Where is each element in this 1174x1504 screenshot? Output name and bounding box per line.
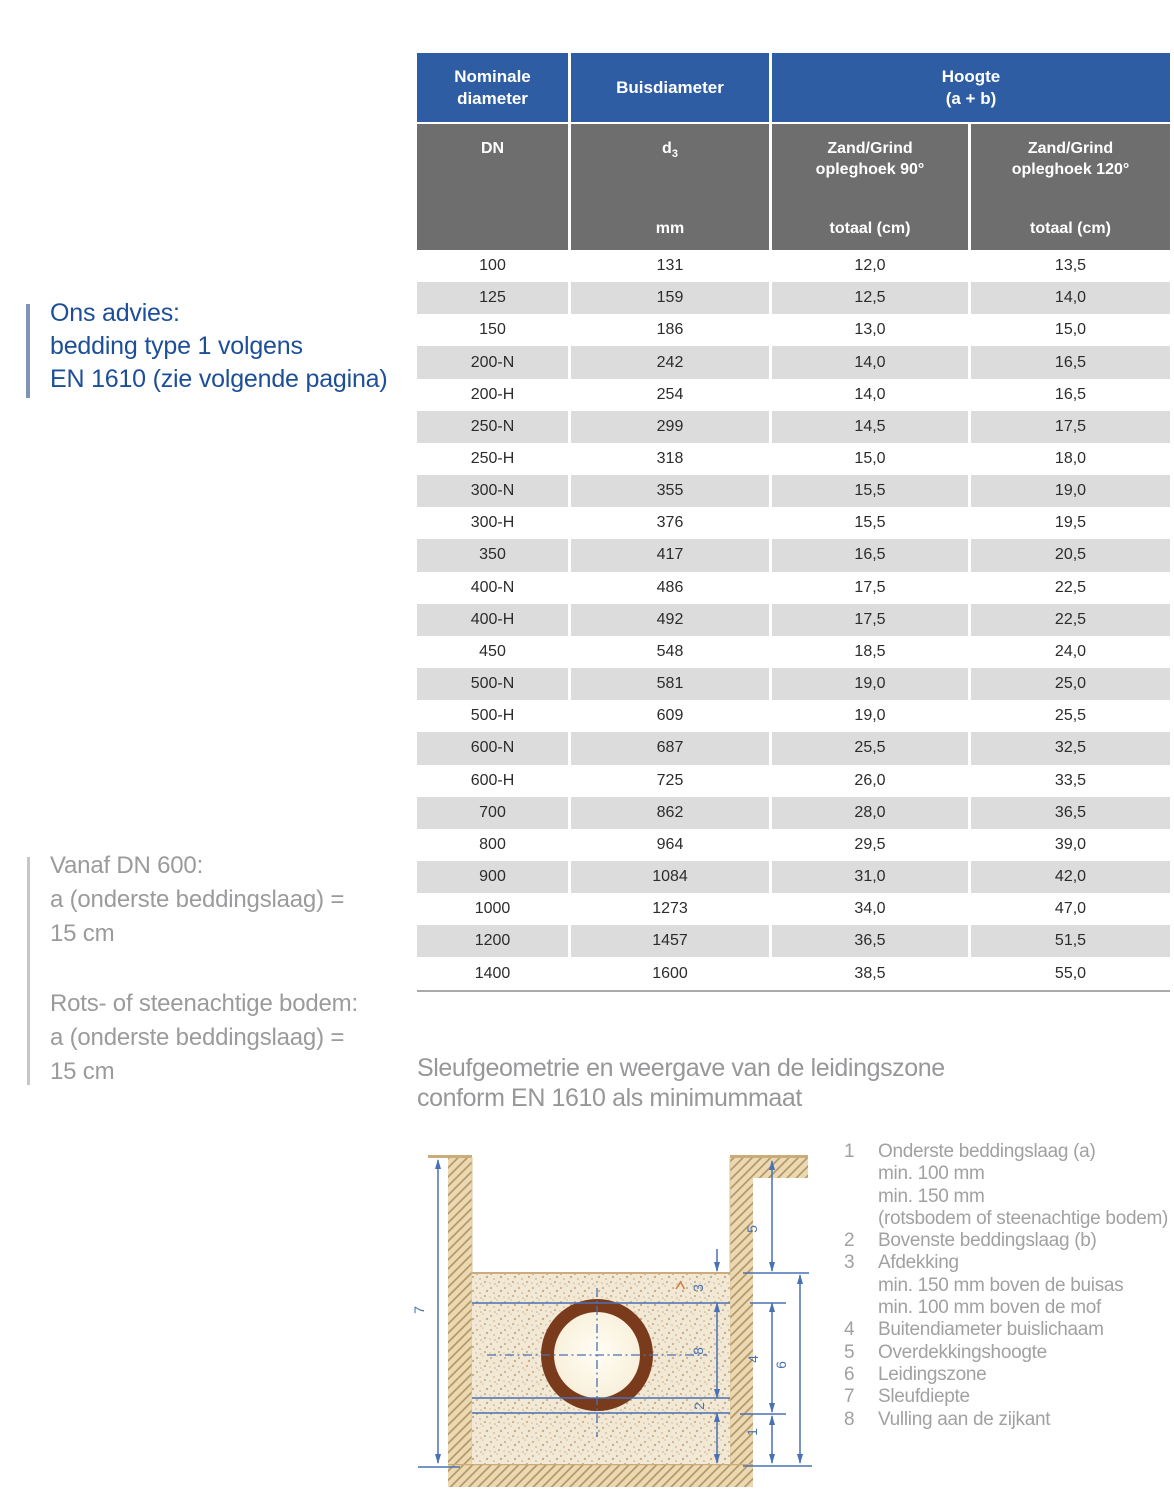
table-subheader-d3: $d_3$ mm bbox=[568, 124, 769, 250]
table-cell: 300-H bbox=[470, 514, 515, 532]
legend-item bbox=[844, 1230, 1174, 1252]
table-cell: 18,0 bbox=[968, 443, 1170, 475]
legend-item-number: 7 bbox=[844, 1386, 855, 1408]
table-row bbox=[417, 443, 1170, 475]
table-cell: 486 bbox=[568, 572, 769, 604]
table-cell: 800 bbox=[479, 835, 506, 853]
table-cell: 186 bbox=[568, 314, 769, 346]
table-row bbox=[417, 507, 1170, 539]
table-cell: 17,5 bbox=[769, 572, 968, 604]
legend-item-number: 3 bbox=[844, 1252, 855, 1274]
table-cell: 22,5 bbox=[968, 572, 1170, 604]
legend-item bbox=[844, 1386, 1174, 1408]
table-cell: 376 bbox=[568, 507, 769, 539]
table-cell: 47,0 bbox=[968, 893, 1170, 925]
table-cell: 1000 bbox=[474, 900, 511, 918]
table-cell: 19,0 bbox=[968, 475, 1170, 507]
legend-item-number: 4 bbox=[844, 1319, 855, 1341]
table-cell: 900 bbox=[479, 868, 506, 886]
table-cell: 18,5 bbox=[769, 636, 968, 668]
table-cell: 400-H bbox=[470, 610, 515, 628]
legend-item-number: 6 bbox=[844, 1363, 855, 1385]
table-cell: 1600 bbox=[568, 957, 769, 989]
table-row bbox=[417, 700, 1170, 732]
bedding-note-rock: Rots- of steenachtige bodem: a (onderste beddingslaag) = 15 cm bbox=[50, 990, 358, 1085]
table-row bbox=[417, 925, 1170, 957]
table-row bbox=[417, 636, 1170, 668]
table-cell: 581 bbox=[568, 668, 769, 700]
table-row bbox=[417, 250, 1170, 282]
table-cell: 250-N bbox=[470, 417, 515, 435]
table-cell: 500-H bbox=[470, 707, 515, 725]
advice-note bbox=[50, 297, 388, 396]
table-cell: 548 bbox=[568, 636, 769, 668]
table-subheader-opleghoek-90: Zand/Grind opleghoek 90° totaal (cm) bbox=[769, 124, 968, 250]
table-row bbox=[417, 861, 1170, 893]
table-cell: 16,5 bbox=[968, 346, 1170, 378]
table-cell: 355 bbox=[568, 475, 769, 507]
table-unit-mm: mm bbox=[655, 220, 685, 237]
table-cell: 318 bbox=[568, 443, 769, 475]
table-cell: 15,5 bbox=[769, 507, 968, 539]
legend-item bbox=[844, 1342, 1174, 1364]
dimension-label-1: 1 bbox=[744, 1428, 760, 1436]
table-bottom-border bbox=[417, 990, 1170, 992]
table-cell: 33,5 bbox=[968, 765, 1170, 797]
table-cell: 492 bbox=[568, 604, 769, 636]
table-row bbox=[417, 379, 1170, 411]
dimension-label-8: 8 bbox=[690, 1347, 706, 1355]
table-body bbox=[417, 250, 1170, 990]
legend-item-text: Afdekking min. 150 mm boven de buisas min. 100 mm boven de mof bbox=[878, 1252, 1124, 1319]
legend-item-number: 5 bbox=[844, 1341, 855, 1363]
table-cell: 22,5 bbox=[968, 604, 1170, 636]
legend-item bbox=[844, 1319, 1174, 1341]
legend-item-number: 2 bbox=[844, 1230, 855, 1252]
table-cell: 28,0 bbox=[769, 797, 968, 829]
table-cell: 42,0 bbox=[968, 861, 1170, 893]
table-cell: 242 bbox=[568, 346, 769, 378]
legend-item-text: Leidingszone bbox=[878, 1363, 987, 1385]
table-cell: 12,5 bbox=[769, 282, 968, 314]
table-row bbox=[417, 893, 1170, 925]
table-cell: 254 bbox=[568, 379, 769, 411]
trench-geometry-diagram bbox=[405, 1145, 825, 1504]
table-cell: 687 bbox=[568, 732, 769, 764]
table-cell: 125 bbox=[479, 289, 506, 307]
table-cell: 100 bbox=[479, 257, 506, 275]
table-cell: 450 bbox=[479, 642, 506, 660]
table-cell: 26,0 bbox=[769, 765, 968, 797]
table-cell: 417 bbox=[568, 539, 769, 571]
table-cell: 19,0 bbox=[769, 668, 968, 700]
dimension-label-2: 2 bbox=[691, 1402, 707, 1410]
legend-item-number: 1 bbox=[844, 1141, 855, 1162]
table-row bbox=[417, 572, 1170, 604]
bedding-note-dn600: Vanaf DN 600: a (onderste beddingslaag) = 15 cm bbox=[50, 852, 345, 947]
legend-item-text: Sleufdiepte bbox=[878, 1386, 970, 1408]
table-cell: 25,5 bbox=[968, 700, 1170, 732]
table-row bbox=[417, 346, 1170, 378]
table-row bbox=[417, 604, 1170, 636]
table-cell: 150 bbox=[479, 321, 506, 339]
table-cell: 20,5 bbox=[968, 539, 1170, 571]
table-row bbox=[417, 732, 1170, 764]
table-unit-totaal-cm: totaal (cm) bbox=[1030, 220, 1111, 237]
table-cell: 13,5 bbox=[968, 250, 1170, 282]
table-unit-totaal-cm: totaal (cm) bbox=[829, 220, 911, 237]
advice-note-line: EN 1610 (zie volgende pagina) bbox=[50, 365, 388, 393]
table-cell: 14,0 bbox=[968, 282, 1170, 314]
legend-item-text: Overdekkingshoogte bbox=[878, 1341, 1047, 1363]
advice-note-accent-bar bbox=[26, 304, 30, 398]
table-header-hoogte: Hoogte (a + b) bbox=[769, 53, 1170, 122]
table-cell: 15,0 bbox=[968, 314, 1170, 346]
table-cell: 12,0 bbox=[769, 250, 968, 282]
table-cell: 964 bbox=[568, 829, 769, 861]
table-row bbox=[417, 314, 1170, 346]
table-cell: 300-N bbox=[470, 482, 515, 500]
legend-item bbox=[844, 1364, 1174, 1386]
table-cell: 159 bbox=[568, 282, 769, 314]
table-cell: 25,0 bbox=[968, 668, 1170, 700]
table-cell: 34,0 bbox=[769, 893, 968, 925]
table-header-buisdiameter: Buisdiameter bbox=[568, 53, 769, 122]
table-cell: 200-N bbox=[470, 353, 515, 371]
table-row bbox=[417, 797, 1170, 829]
table-cell: 16,5 bbox=[968, 379, 1170, 411]
table-cell: 299 bbox=[568, 411, 769, 443]
table-cell: 51,5 bbox=[968, 925, 1170, 957]
table-cell: 39,0 bbox=[968, 829, 1170, 861]
table-cell: 400-N bbox=[470, 578, 515, 596]
table-row bbox=[417, 411, 1170, 443]
table-cell: 36,5 bbox=[769, 925, 968, 957]
legend-item-text: Buitendiameter buislichaam bbox=[878, 1319, 1104, 1341]
advice-note-line: bedding type 1 volgens bbox=[50, 332, 303, 360]
table-cell: 131 bbox=[568, 250, 769, 282]
table-cell: 1400 bbox=[474, 964, 511, 982]
table-subheader-row bbox=[417, 124, 1170, 250]
table-row bbox=[417, 668, 1170, 700]
table-cell: 31,0 bbox=[769, 861, 968, 893]
table-header-row bbox=[417, 53, 1170, 124]
bedding-note-accent-bar bbox=[27, 857, 30, 1085]
dimension-label-6: 6 bbox=[773, 1361, 789, 1369]
table-cell: 38,5 bbox=[769, 957, 968, 989]
table-cell: 1200 bbox=[474, 932, 511, 950]
table-cell: 1457 bbox=[568, 925, 769, 957]
table-row bbox=[417, 539, 1170, 571]
table-cell: 32,5 bbox=[968, 732, 1170, 764]
table-cell: 19,5 bbox=[968, 507, 1170, 539]
dimension-label-7: 7 bbox=[411, 1306, 427, 1314]
table-cell: 1273 bbox=[568, 893, 769, 925]
legend-item-number: 8 bbox=[844, 1408, 855, 1430]
table-cell: 725 bbox=[568, 765, 769, 797]
table-row bbox=[417, 957, 1170, 989]
table-cell: 200-H bbox=[470, 385, 515, 403]
table-cell: 29,5 bbox=[769, 829, 968, 861]
advice-note-line: Ons advies: bbox=[50, 299, 180, 327]
legend-item-text: Bovenste beddingslaag (b) bbox=[878, 1230, 1097, 1252]
pipe-dimension-table bbox=[417, 53, 1170, 992]
legend-item-text: Onderste beddingslaag (a) min. 100 mm min. 150 mm (rotsbodem of steenachtige bodem) bbox=[878, 1141, 1169, 1229]
table-cell: 55,0 bbox=[968, 957, 1170, 989]
table-cell: 862 bbox=[568, 797, 769, 829]
table-cell: 19,0 bbox=[769, 700, 968, 732]
table-cell: 16,5 bbox=[769, 539, 968, 571]
table-row bbox=[417, 475, 1170, 507]
table-row bbox=[417, 829, 1170, 861]
table-row bbox=[417, 765, 1170, 797]
table-header-nominale-diameter: Nominale diameter bbox=[454, 66, 531, 108]
table-cell: 13,0 bbox=[769, 314, 968, 346]
section-title: Sleufgeometrie en weergave van de leidingszone conform EN 1610 als minimummaat bbox=[417, 1054, 945, 1112]
table-cell: 15,0 bbox=[769, 443, 968, 475]
table-subheader-dn: DN bbox=[480, 140, 505, 157]
table-cell: 350 bbox=[479, 546, 506, 564]
table-cell: 14,5 bbox=[769, 411, 968, 443]
table-cell: 17,5 bbox=[968, 411, 1170, 443]
legend-item-text: Vulling aan de zijkant bbox=[878, 1408, 1051, 1430]
table-cell: 700 bbox=[479, 803, 506, 821]
dimension-label-4: 4 bbox=[745, 1355, 761, 1363]
table-cell: 36,5 bbox=[968, 797, 1170, 829]
bedding-note bbox=[50, 849, 358, 1089]
legend-item bbox=[844, 1409, 1174, 1431]
dimension-label-3: 3 bbox=[690, 1284, 706, 1292]
table-cell: 600-N bbox=[470, 739, 515, 757]
table-cell: 250-H bbox=[470, 450, 515, 468]
table-cell: 600-H bbox=[470, 771, 515, 789]
table-cell: 24,0 bbox=[968, 636, 1170, 668]
table-cell: 500-N bbox=[470, 675, 515, 693]
table-cell: 1084 bbox=[568, 861, 769, 893]
legend-item bbox=[844, 1141, 1174, 1230]
table-cell: 14,0 bbox=[769, 346, 968, 378]
table-cell: 15,5 bbox=[769, 475, 968, 507]
table-row bbox=[417, 282, 1170, 314]
table-cell: 609 bbox=[568, 700, 769, 732]
legend-item bbox=[844, 1252, 1174, 1319]
table-cell: 25,5 bbox=[769, 732, 968, 764]
table-cell: 14,0 bbox=[769, 379, 968, 411]
table-subheader-opleghoek-120: Zand/Grind opleghoek 120° totaal (cm) bbox=[968, 124, 1170, 250]
diagram-legend bbox=[844, 1141, 1174, 1431]
dimension-label-5: 5 bbox=[744, 1225, 760, 1233]
table-cell: 17,5 bbox=[769, 604, 968, 636]
